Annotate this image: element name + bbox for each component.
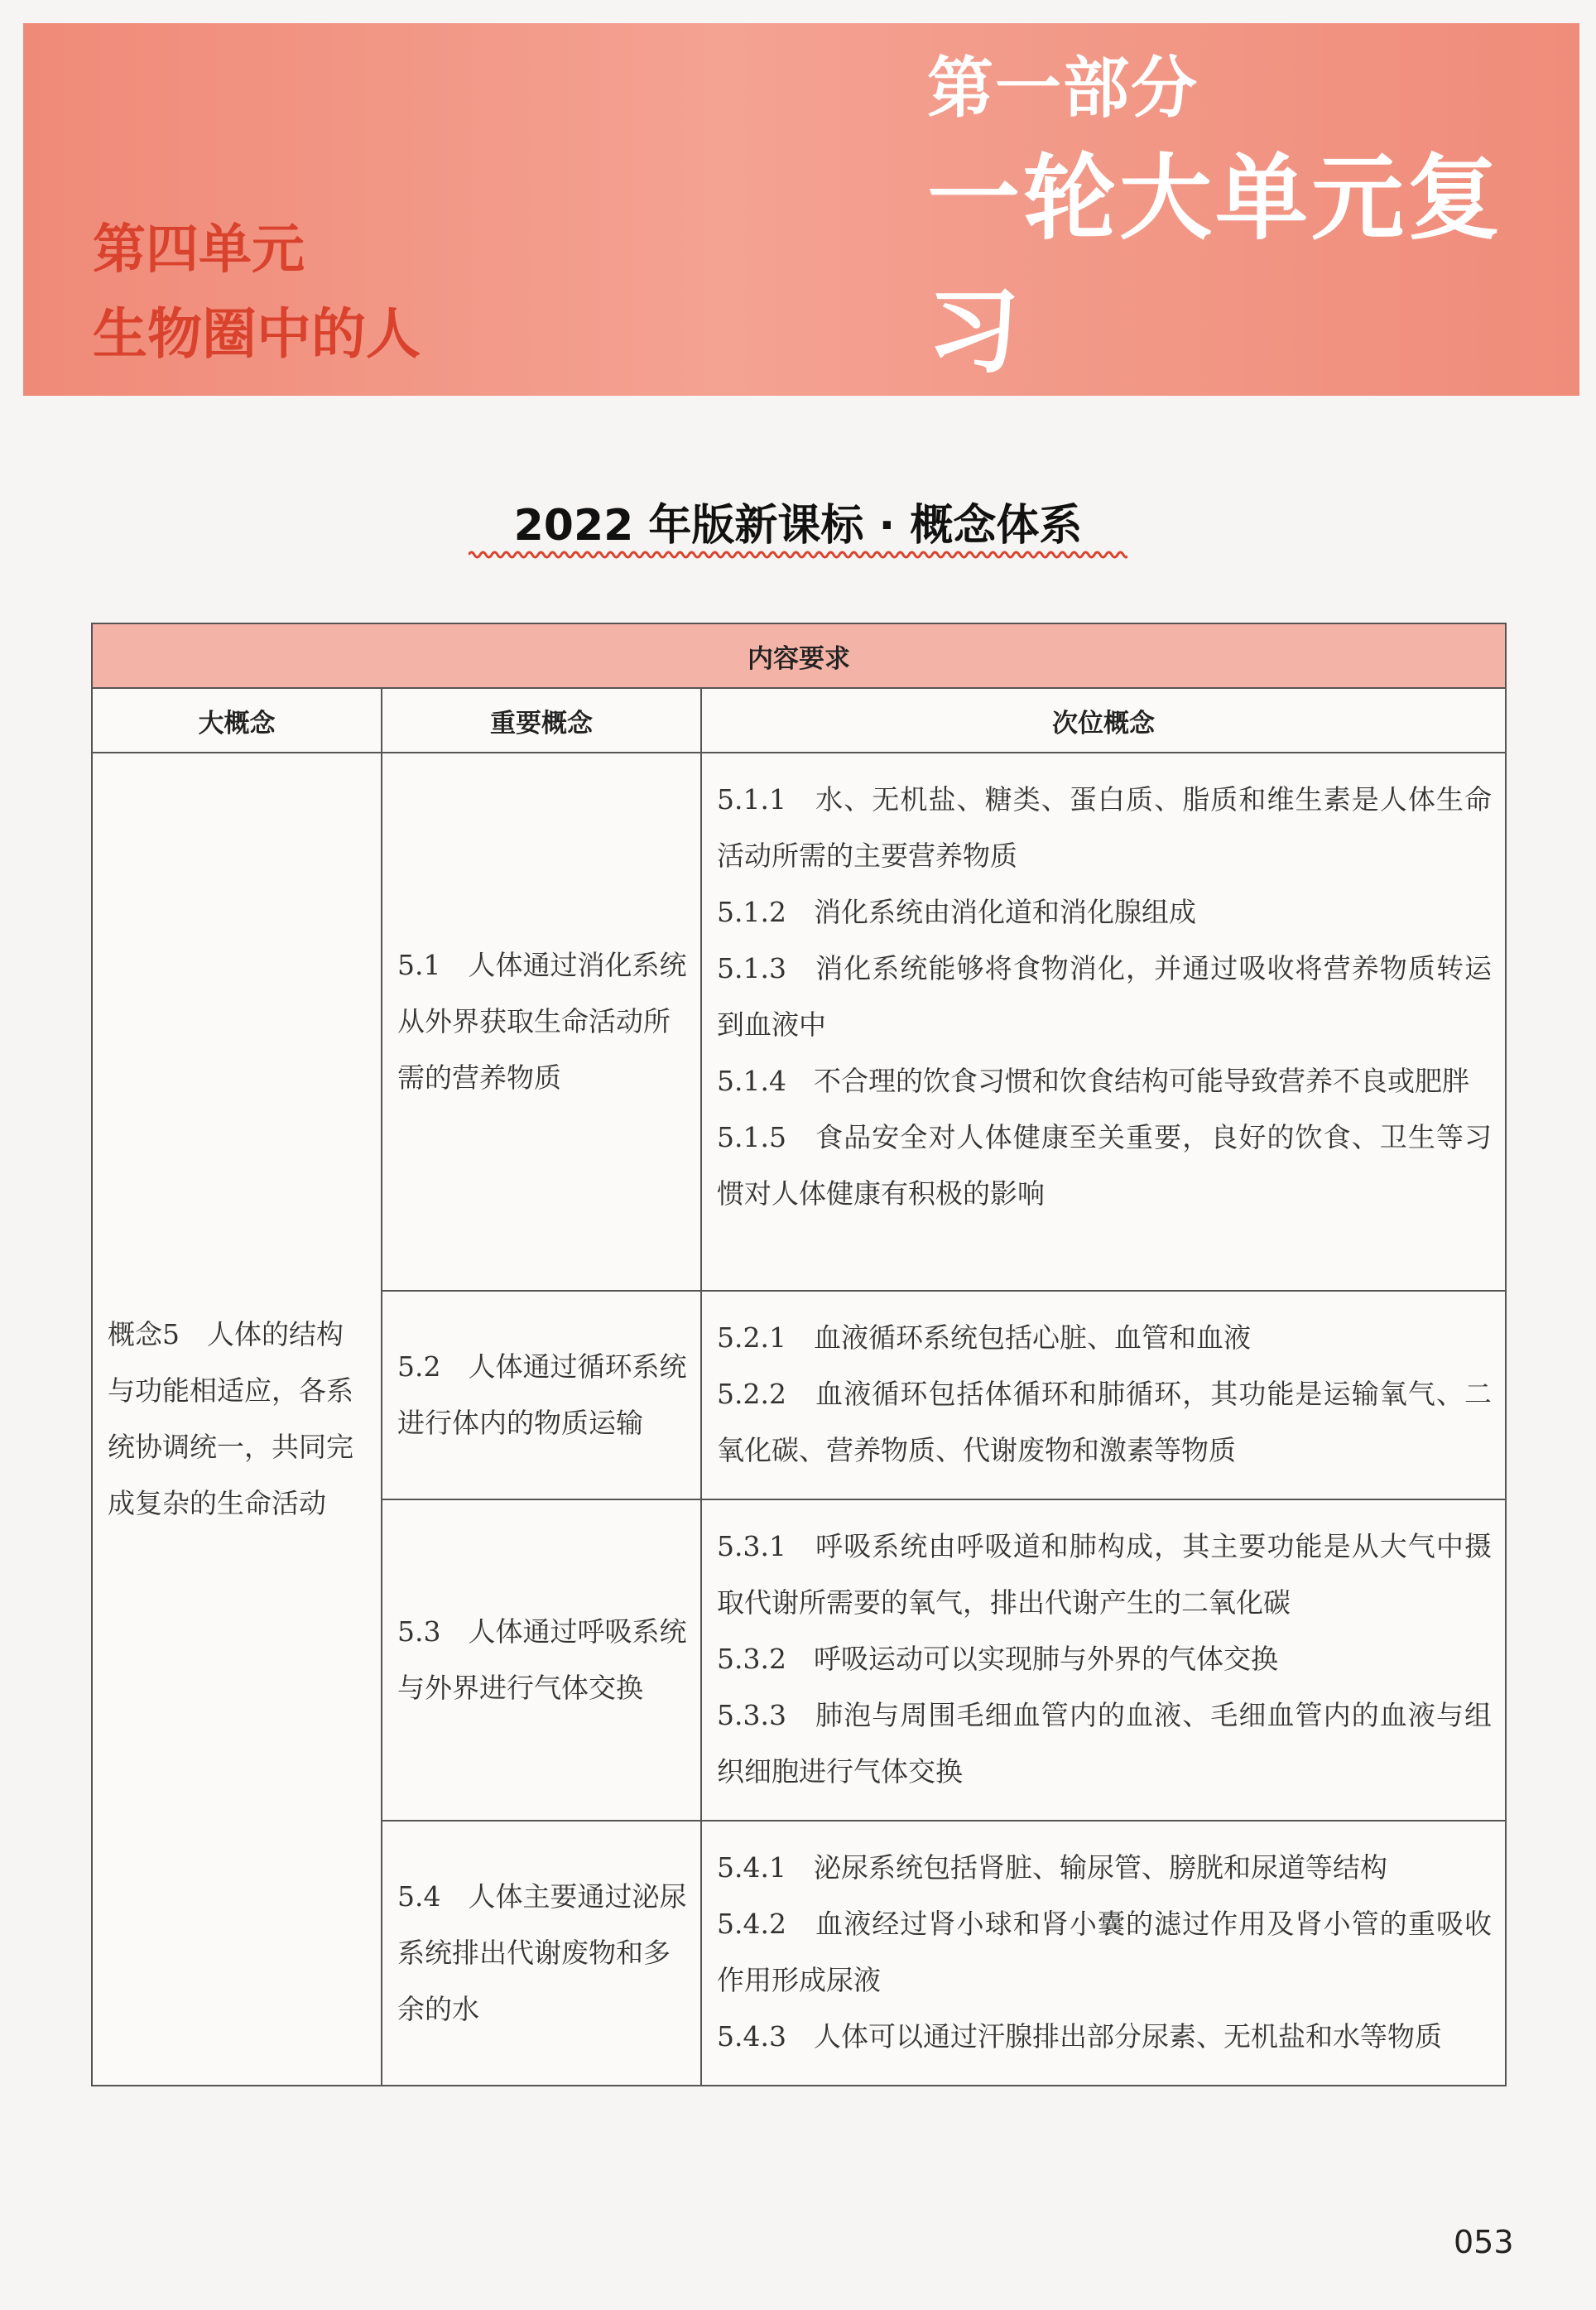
unit-label: 第四单元	[93, 219, 305, 281]
part-title: 一轮大单元复习	[927, 145, 1503, 386]
sub-concept-item: 5.3.1 呼吸系统由呼吸道和肺构成，其主要功能是从大气中摄取代谢所需要的氧气，排出代谢产生的二氧化碳	[717, 1530, 1493, 1619]
table-main-header: 内容要求	[92, 623, 1506, 688]
part-label: 第一部分	[927, 50, 1199, 127]
sub-concept-item: 5.4.2 血液经过肾小球和肾小囊的滤过作用及肾小管的重吸收作用形成尿液	[717, 1908, 1493, 1996]
sub-concept-item: 5.1.1 水、无机盐、糖类、蛋白质、脂质和维生素是人体生命活动所需的主要营养物质	[717, 783, 1493, 872]
sub-concept-item: 5.3.3 肺泡与周围毛细血管内的血液、毛细血管内的血液与组织细胞进行气体交换	[717, 1699, 1493, 1788]
sub-concept-item: 5.1.4 不合理的饮食习惯和饮食结构可能导致营养不良或肥胖	[717, 1065, 1469, 1097]
sub-concepts-5-1	[701, 753, 1506, 1291]
sub-concept-item: 5.4.3 人体可以通过汗腺排出部分尿素、无机盐和水等物质	[717, 2020, 1442, 2053]
page-number: 053	[1454, 2224, 1514, 2260]
column-header-important-concept: 重要概念	[382, 688, 701, 753]
sub-concept-item: 5.1.2 消化系统由消化道和消化腺组成	[717, 896, 1196, 928]
column-header-sub-concept: 次位概念	[701, 688, 1506, 753]
sub-concept-item: 5.2.2 血液循环包括体循环和肺循环，其功能是运输氧气、二氧化碳、营养物质、代谢废物和激素等物质	[717, 1378, 1493, 1466]
concept-table	[91, 623, 1507, 2086]
sub-concept-item: 5.3.2 呼吸运动可以实现肺与外界的气体交换	[717, 1643, 1278, 1675]
column-header-big-concept: 大概念	[92, 688, 382, 753]
sub-concepts-5-2	[701, 1291, 1506, 1499]
sub-concepts-5-3	[701, 1499, 1506, 1821]
important-concept-5-2: 5.2 人体通过循环系统进行体内的物质运输	[382, 1291, 701, 1499]
big-concept-cell: 概念5 人体的结构与功能相适应，各系统协调统一，共同完成复杂的生命活动	[92, 753, 382, 2086]
important-concept-5-4: 5.4 人体主要通过泌尿系统排出代谢废物和多余的水	[382, 1821, 701, 2086]
important-concept-5-3: 5.3 人体通过呼吸系统与外界进行气体交换	[382, 1499, 701, 1821]
sub-concept-item: 5.1.3 消化系统能够将食物消化，并通过吸收将营养物质转运到血液中	[717, 952, 1493, 1041]
unit-title: 生物圈中的人	[93, 302, 421, 366]
sub-concept-item: 5.1.5 食品安全对人体健康至关重要，良好的饮食、卫生等习惯对人体健康有积极的影响	[717, 1121, 1493, 1210]
table-row	[92, 753, 1506, 1291]
sub-concepts-5-4	[701, 1821, 1506, 2086]
sub-concept-item: 5.4.1 泌尿系统包括肾脏、输尿管、膀胱和尿道等结构	[717, 1851, 1387, 1884]
sub-concept-item: 5.2.1 血液循环系统包括心脏、血管和血液	[717, 1321, 1251, 1354]
important-concept-5-1: 5.1 人体通过消化系统从外界获取生命活动所需的营养物质	[382, 753, 701, 1291]
wavy-underline	[469, 548, 1127, 561]
section-title: 2022 年版新课标 · 概念体系	[513, 501, 1083, 551]
